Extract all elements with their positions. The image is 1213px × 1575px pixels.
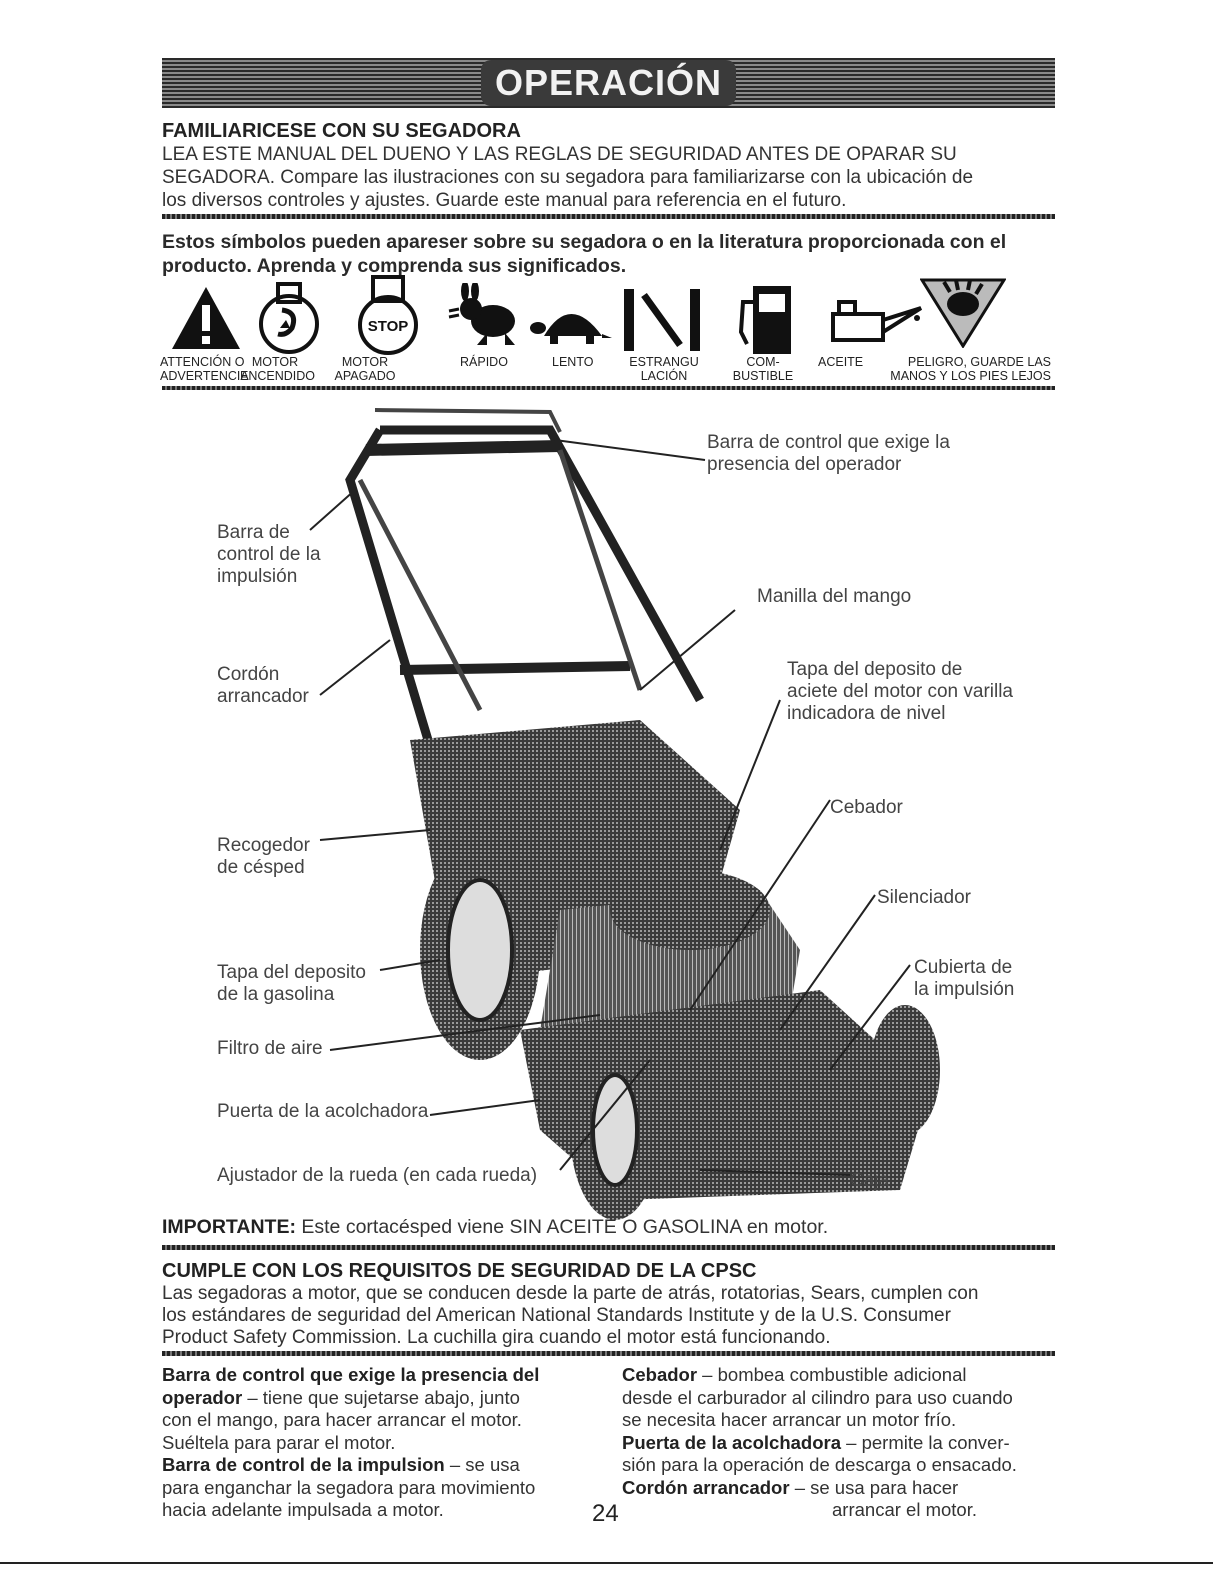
definitions-right: Cebador – bombea combustible adicional desde el carburador al cilindro para uso cuando se necesita hacer arrancar un motor frío. Puerta de la acolchadora – permite la conver- sión para la operación de descarga o ensacado. Cordón arrancador – se usa para hacer arrancar el motor.	[622, 1364, 1017, 1520]
label-air-filter: Filtro de aire	[217, 1038, 323, 1059]
symbol-label: MOTOR ENCENDIDO	[240, 355, 316, 383]
warning-triangle-icon	[170, 285, 242, 351]
section-banner	[162, 58, 1055, 108]
lawn-mower-illustration	[0, 390, 1213, 1220]
familiarize-heading: FAMILIARICESE CON SU SEGADORA	[162, 120, 521, 142]
label-housing: Caja	[850, 1170, 890, 1191]
definitions-left: Barra de control que exige la presencia del operador – tiene que sujetarse abajo, junto con el mango, para hacer arrancar el motor. Suéltela para parar el motor. Barra de control de la impulsion – se usa para enganchar la segadora para movimiento hacia adelante impulsada a motor.	[162, 1364, 540, 1520]
engine-on-icon	[256, 282, 322, 354]
symbol-label: COM- BUSTIBLE	[732, 355, 794, 383]
engine-off-icon	[355, 275, 421, 355]
symbol-label: ACEITE	[818, 355, 864, 369]
bottom-edge-line	[0, 1562, 1213, 1564]
oil-can-icon	[829, 298, 925, 344]
label-wheel-adjuster: Ajustador de la rueda (en cada rueda)	[217, 1165, 538, 1186]
divider	[162, 214, 1055, 219]
important-note: IMPORTANTE: Este cortacésped viene SIN ACEITE O GASOLINA en motor.	[162, 1216, 829, 1238]
label-fuel-cap: Tapa del deposito de la gasolina	[217, 962, 366, 1005]
cpsc-line-1: Las segadoras a motor, que se conducen desde la parte de atrás, rotatorias, Sears, cumplen con	[162, 1283, 979, 1304]
symbols-intro-line-2: producto. Aprenda y comprenda sus significados.	[162, 255, 627, 277]
cpsc-line-3: Product Safety Commission. La cuchilla gira cuando el motor está funcionando.	[162, 1327, 831, 1348]
familiarize-line-3: los diversos controles y ajustes. Guarde este manual para referencia en el futuro.	[162, 190, 847, 211]
symbol-label: ATTENCIÓN O ADVERTENCIA	[160, 355, 249, 383]
divider	[162, 1245, 1055, 1250]
symbol-label: ESTRANGU LACIÓN	[629, 355, 699, 383]
fuel-pump-icon	[737, 282, 795, 356]
turtle-icon	[530, 296, 614, 346]
label-handle-knob: Manilla del mango	[757, 586, 912, 607]
hand-danger-icon	[920, 278, 1006, 348]
symbol-label: MOTOR APAGADO	[334, 355, 396, 383]
symbol-label: PELIGRO, GUARDE LAS MANOS Y LOS PIES LEJOS	[890, 355, 1051, 383]
label-oil-cap: Tapa del deposito de aciete del motor con varilla indicadora de nivel	[787, 659, 1013, 724]
choke-icon	[622, 287, 702, 353]
label-grass-catcher: Recogedor de césped	[217, 835, 310, 878]
label-drive-bar: Barra de control de la impulsión	[217, 522, 321, 587]
symbol-label: LENTO	[552, 355, 594, 369]
symbols-intro-line-1: Estos símbolos pueden apareser sobre su segadora o en la literatura proporcionada con el	[162, 231, 1007, 253]
cpsc-heading: CUMPLE CON LOS REQUISITOS DE SEGURIDAD DE LA CPSC	[162, 1260, 757, 1282]
label-primer: Cebador	[830, 797, 903, 818]
symbol-label: RÁPIDO	[460, 355, 508, 369]
stop-text: STOP	[367, 318, 409, 335]
label-starter-rope: Cordón arrancador	[217, 664, 309, 707]
familiarize-line-1: LEA ESTE MANUAL DEL DUENO Y LAS REGLAS DE SEGURIDAD ANTES DE OPARAR SU	[162, 144, 957, 165]
label-mulch-door: Puerta de la acolchadora	[217, 1101, 429, 1122]
label-operator-bar: Barra de control que exige la presencia del operador	[707, 432, 950, 475]
cpsc-line-2: los estándares de seguridad del American National Standards Institute y de la U.S. Consumer	[162, 1305, 951, 1326]
label-muffler: Silenciador	[877, 887, 971, 908]
familiarize-line-2: SEGADORA. Compare las ilustraciones con su segadora para familiarizarse con la ubicación de	[162, 167, 974, 188]
rabbit-icon	[447, 283, 521, 349]
label-drive-cover: Cubierta de la impulsión	[914, 957, 1015, 1000]
section-title: OPERACIÓN	[481, 60, 736, 106]
page-number: 24	[592, 1500, 619, 1527]
divider	[162, 1351, 1055, 1356]
